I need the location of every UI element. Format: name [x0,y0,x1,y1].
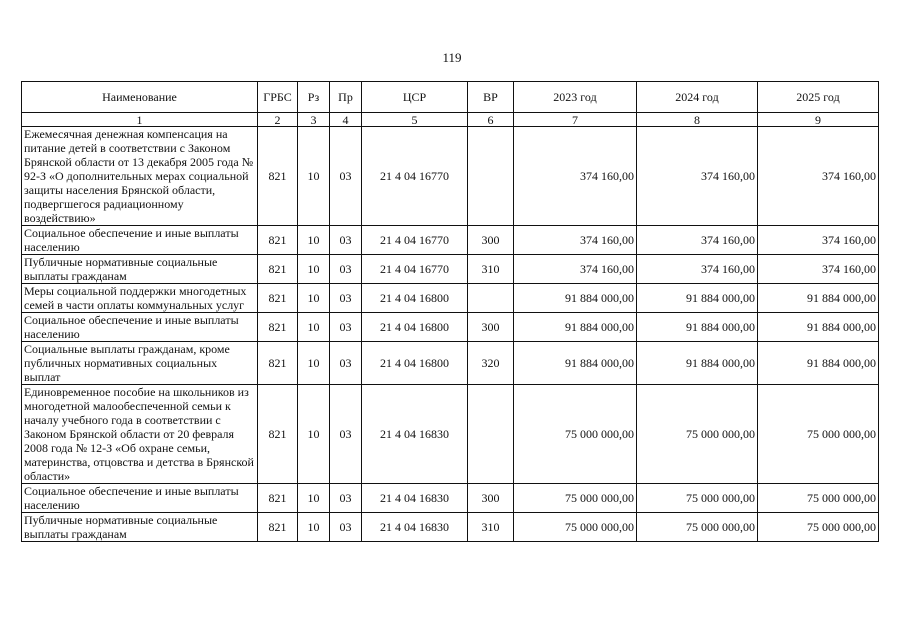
cell-vr: 300 [468,313,514,342]
cell-grbs: 821 [258,284,298,313]
cell-amount-2023: 374 160,00 [514,127,637,226]
cell-pr: 03 [330,127,362,226]
cell-rz: 10 [298,127,330,226]
cell-name: Социальное обеспечение и иные выплаты населению [22,484,258,513]
cell-amount-2024: 75 000 000,00 [637,484,758,513]
cell-amount-2023: 91 884 000,00 [514,342,637,385]
column-number-row [22,113,879,127]
table-row [22,313,879,342]
cell-rz: 10 [298,284,330,313]
column-header-rz: Рз [298,82,330,113]
cell-amount-2023: 75 000 000,00 [514,385,637,484]
cell-amount-2024: 374 160,00 [637,127,758,226]
column-header-csr: ЦСР [362,82,468,113]
cell-vr: 310 [468,255,514,284]
cell-amount-2023: 75 000 000,00 [514,484,637,513]
cell-amount-2023: 91 884 000,00 [514,284,637,313]
cell-pr: 03 [330,513,362,542]
cell-amount-2023: 75 000 000,00 [514,513,637,542]
column-number: 5 [362,113,468,127]
page-number: 119 [442,50,462,65]
cell-vr: 310 [468,513,514,542]
cell-pr: 03 [330,284,362,313]
cell-csr: 21 4 04 16770 [362,226,468,255]
cell-amount-2024: 374 160,00 [637,226,758,255]
column-number: 7 [514,113,637,127]
cell-rz: 10 [298,342,330,385]
column-header-vr: ВР [468,82,514,113]
cell-csr: 21 4 04 16830 [362,385,468,484]
cell-name: Меры социальной поддержки многодетных семей в части оплаты коммунальных услуг [22,284,258,313]
cell-grbs: 821 [258,127,298,226]
cell-amount-2025: 374 160,00 [758,226,879,255]
cell-amount-2024: 91 884 000,00 [637,284,758,313]
budget-table [21,81,879,542]
cell-amount-2025: 91 884 000,00 [758,284,879,313]
cell-rz: 10 [298,226,330,255]
cell-csr: 21 4 04 16830 [362,513,468,542]
cell-pr: 03 [330,313,362,342]
cell-pr: 03 [330,385,362,484]
cell-amount-2024: 374 160,00 [637,255,758,284]
cell-amount-2025: 91 884 000,00 [758,342,879,385]
header-row [22,82,879,113]
table-row [22,226,879,255]
cell-amount-2024: 75 000 000,00 [637,513,758,542]
cell-name: Социальные выплаты гражданам, кроме публичных нормативных социальных выплат [22,342,258,385]
cell-grbs: 821 [258,385,298,484]
table-row [22,385,879,484]
cell-vr: 320 [468,342,514,385]
table-row [22,484,879,513]
cell-rz: 10 [298,255,330,284]
column-number: 4 [330,113,362,127]
cell-vr [468,127,514,226]
column-header-pr: Пр [330,82,362,113]
column-header-2023: 2023 год [514,82,637,113]
cell-csr: 21 4 04 16770 [362,127,468,226]
cell-grbs: 821 [258,255,298,284]
cell-csr: 21 4 04 16800 [362,313,468,342]
cell-rz: 10 [298,513,330,542]
cell-name: Публичные нормативные социальные выплаты гражданам [22,513,258,542]
cell-amount-2025: 75 000 000,00 [758,484,879,513]
cell-amount-2025: 91 884 000,00 [758,313,879,342]
cell-name: Публичные нормативные социальные выплаты гражданам [22,255,258,284]
cell-name: Ежемесячная денежная компенсация на питание детей в соответствии с Законом Брянской области от 13 декабря 2005 года № 92-З «О дополнительных мерах социальной защиты населения Брянской области, подвергшегося радиационному воздействию» [22,127,258,226]
cell-vr: 300 [468,484,514,513]
column-header-grbs: ГРБС [258,82,298,113]
column-number: 1 [22,113,258,127]
cell-grbs: 821 [258,313,298,342]
column-number: 8 [637,113,758,127]
cell-name: Социальное обеспечение и иные выплаты населению [22,313,258,342]
table-body [22,127,879,542]
cell-rz: 10 [298,313,330,342]
cell-csr: 21 4 04 16800 [362,284,468,313]
cell-rz: 10 [298,484,330,513]
cell-csr: 21 4 04 16830 [362,484,468,513]
cell-pr: 03 [330,484,362,513]
column-header-2024: 2024 год [637,82,758,113]
cell-amount-2025: 374 160,00 [758,127,879,226]
cell-amount-2023: 374 160,00 [514,255,637,284]
cell-vr [468,284,514,313]
cell-grbs: 821 [258,484,298,513]
table-row [22,284,879,313]
cell-csr: 21 4 04 16800 [362,342,468,385]
column-header-name: Наименование [22,82,258,113]
table-row [22,342,879,385]
column-number: 2 [258,113,298,127]
column-number: 9 [758,113,879,127]
table-row [22,127,879,226]
cell-amount-2025: 374 160,00 [758,255,879,284]
cell-pr: 03 [330,342,362,385]
cell-amount-2024: 91 884 000,00 [637,313,758,342]
table-row [22,513,879,542]
column-number: 3 [298,113,330,127]
cell-name: Социальное обеспечение и иные выплаты населению [22,226,258,255]
cell-pr: 03 [330,255,362,284]
cell-amount-2025: 75 000 000,00 [758,513,879,542]
cell-amount-2024: 75 000 000,00 [637,385,758,484]
cell-name: Единовременное пособие на школьников из многодетной малообеспеченной семьи к началу учебного года в соответствии с Законом Брянской области от 20 февраля 2008 года № 12-З «Об охране семьи, материнства, отцовства и детства в Брянской области» [22,385,258,484]
cell-grbs: 821 [258,513,298,542]
cell-grbs: 821 [258,342,298,385]
cell-rz: 10 [298,385,330,484]
cell-grbs: 821 [258,226,298,255]
cell-amount-2024: 91 884 000,00 [637,342,758,385]
cell-amount-2023: 91 884 000,00 [514,313,637,342]
column-number: 6 [468,113,514,127]
cell-amount-2023: 374 160,00 [514,226,637,255]
cell-amount-2025: 75 000 000,00 [758,385,879,484]
cell-pr: 03 [330,226,362,255]
cell-vr [468,385,514,484]
table-row [22,255,879,284]
cell-csr: 21 4 04 16770 [362,255,468,284]
cell-vr: 300 [468,226,514,255]
column-header-2025: 2025 год [758,82,879,113]
